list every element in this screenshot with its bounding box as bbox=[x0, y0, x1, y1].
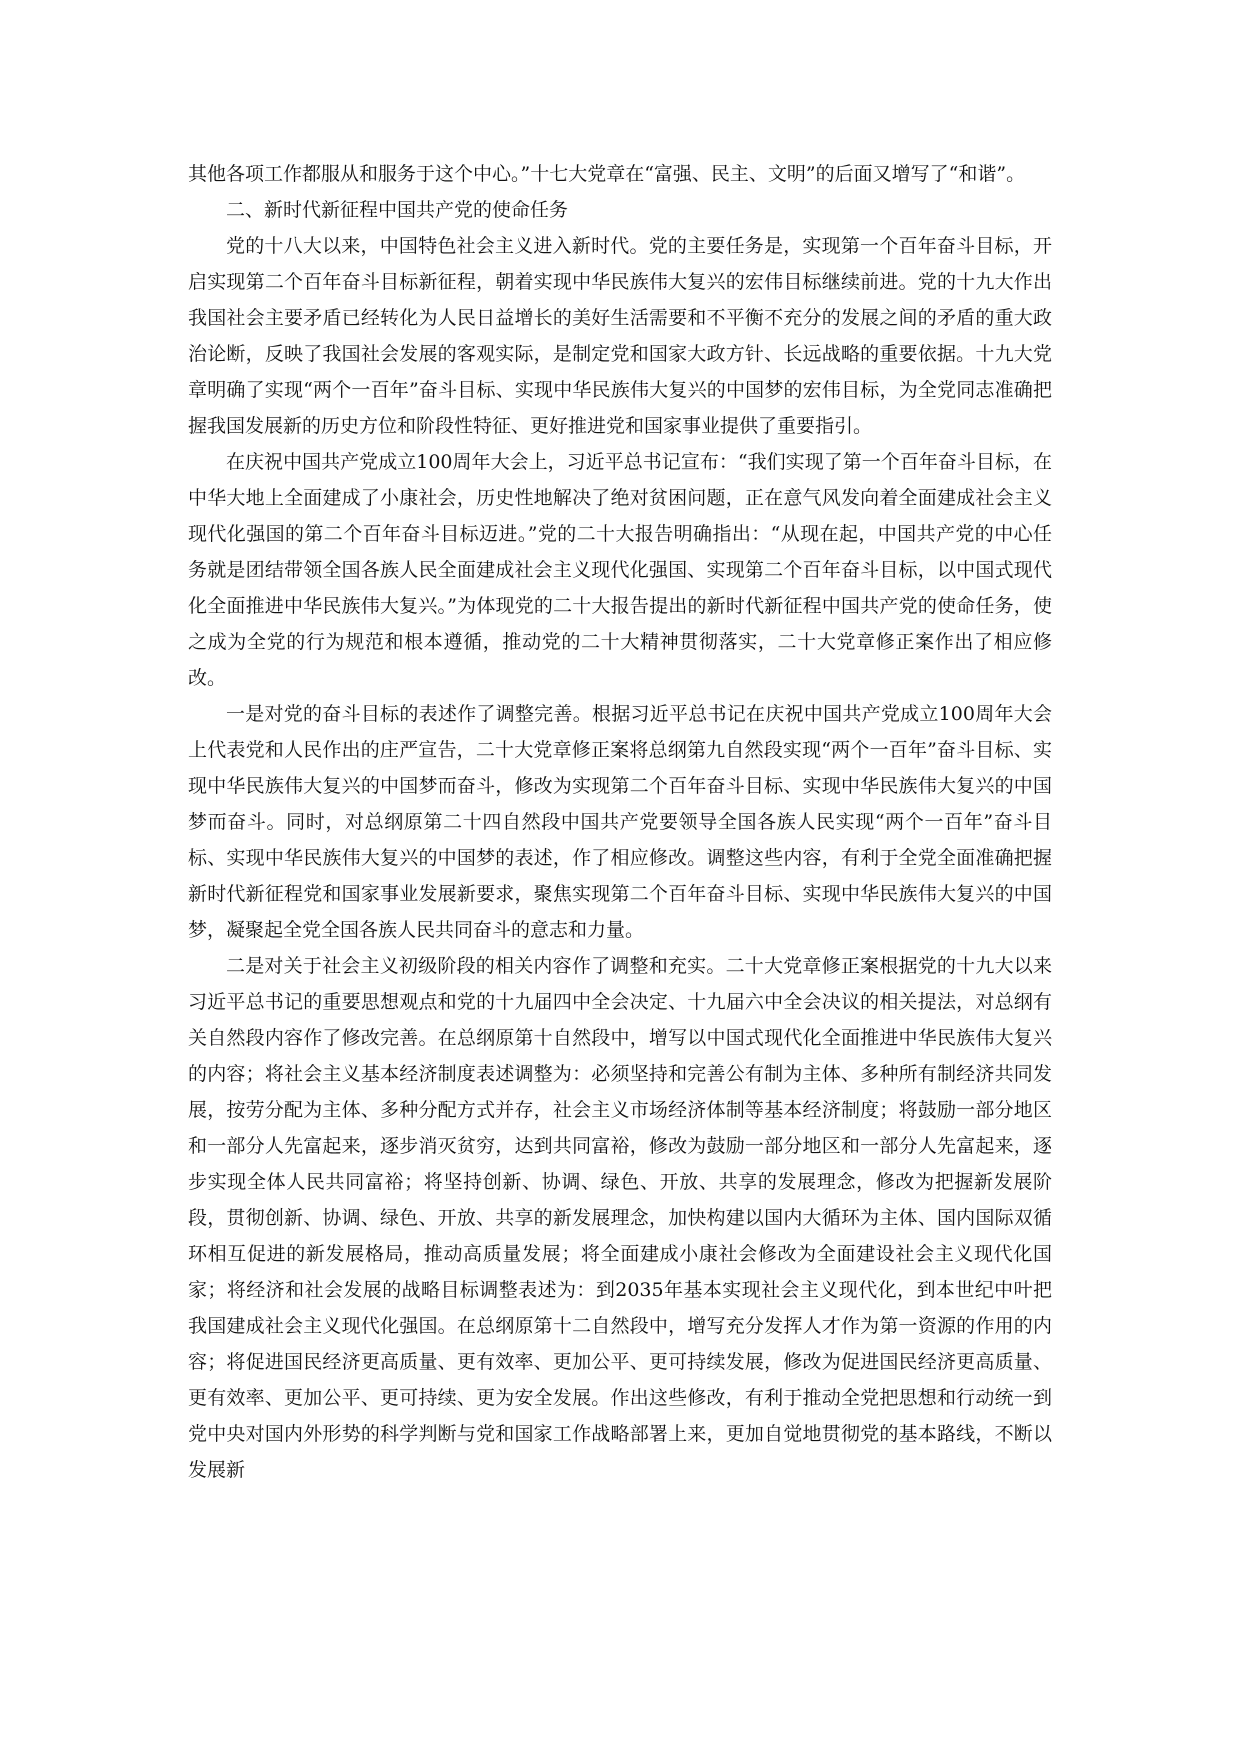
section-heading: 二、新时代新征程中国共产党的使命任务 bbox=[226, 199, 569, 221]
paragraph: 在庆祝中国共产党成立100周年大会上，习近平总书记宣布：“我们实现了第一个百年奋斗目标，在中华大地上全面建成了小康社会，历史性地解决了绝对贫困问题，正在意气风发向着全面建成社会主义现代化强国的第二个百年奋斗目标迈进。”党的二十大报告明确指出：“从现在起，中国共产党的中心任务就是团结带领全国各族人民全面建成社会主义现代化强国、实现第二个百年奋斗目标，以中国式现代化全面推进中华民族伟大复兴。”为体现党的二十大报告提出的新时代新征程中国共产党的使命任务，使之成为全党的行为规范和根本遵循，推动党的二十大精神贯彻落实，二十大党章修正案作出了相应修改。 bbox=[188, 451, 1052, 689]
paragraph-continuation: 其他各项工作都服从和服务于这个中心。”十七大党章在“富强、民主、文明”的后面又增写了“和谐”。 bbox=[188, 163, 1026, 185]
paragraph: 一是对党的奋斗目标的表述作了调整完善。根据习近平总书记在庆祝中国共产党成立100周年大会上代表党和人民作出的庄严宣告，二十大党章修正案将总纲第九自然段实现“两个一百年”奋斗目标、实现中华民族伟大复兴的中国梦而奋斗，修改为实现第二个百年奋斗目标、实现中华民族伟大复兴的中国梦而奋斗。同时，对总纲原第二十四自然段中国共产党要领导全国各族人民实现“两个一百年”奋斗目标、实现中华民族伟大复兴的中国梦的表述，作了相应修改。调整这些内容，有利于全党全面准确把握新时代新征程党和国家事业发展新要求，聚焦实现第二个百年奋斗目标、实现中华民族伟大复兴的中国梦，凝聚起全党全国各族人民共同奋斗的意志和力量。 bbox=[188, 703, 1052, 941]
paragraph: 党的十八大以来，中国特色社会主义进入新时代。党的主要任务是，实现第一个百年奋斗目标，开启实现第二个百年奋斗目标新征程，朝着实现中华民族伟大复兴的宏伟目标继续前进。党的十九大作出我国社会主要矛盾已经转化为人民日益增长的美好生活需要和不平衡不充分的发展之间的矛盾的重大政治论断，反映了我国社会发展的客观实际，是制定党和国家大政方针、长远战略的重要依据。十九大党章明确了实现“两个一百年”奋斗目标、实现中华民族伟大复兴的中国梦的宏伟目标，为全党同志准确把握我国发展新的历史方位和阶段性特征、更好推进党和国家事业提供了重要指引。 bbox=[188, 235, 1052, 437]
document-body bbox=[188, 156, 1052, 1488]
paragraph: 二是对关于社会主义初级阶段的相关内容作了调整和充实。二十大党章修正案根据党的十九大以来习近平总书记的重要思想观点和党的十九届四中全会决定、十九届六中全会决议的相关提法，对总纲有关自然段内容作了修改完善。在总纲原第十自然段中，增写以中国式现代化全面推进中华民族伟大复兴的内容；将社会主义基本经济制度表述调整为：必须坚持和完善公有制为主体、多种所有制经济共同发展，按劳分配为主体、多种分配方式并存，社会主义市场经济体制等基本经济制度；将鼓励一部分地区和一部分人先富起来，逐步消灭贫穷，达到共同富裕，修改为鼓励一部分地区和一部分人先富起来，逐步实现全体人民共同富裕；将坚持创新、协调、绿色、开放、共享的发展理念，修改为把握新发展阶段，贯彻创新、协调、绿色、开放、共享的新发展理念，加快构建以国内大循环为主体、国内国际双循环相互促进的新发展格局，推动高质量发展；将全面建成小康社会修改为全面建设社会主义现代化国家；将经济和社会发展的战略目标调整表述为：到2035年基本实现社会主义现代化，到本世纪中叶把我国建成社会主义现代化强国。在总纲原第十二自然段中，增写充分发挥人才作为第一资源的作用的内容；将促进国民经济更高质量、更有效率、更加公平、更可持续发展，修改为促进国民经济更高质量、更有效率、更加公平、更可持续、更为安全发展。作出这些修改，有利于推动全党把思想和行动统一到党中央对国内外形势的科学判断与党和国家工作战略部署上来，更加自觉地贯彻党的基本路线，不断以发展新 bbox=[188, 955, 1052, 1481]
